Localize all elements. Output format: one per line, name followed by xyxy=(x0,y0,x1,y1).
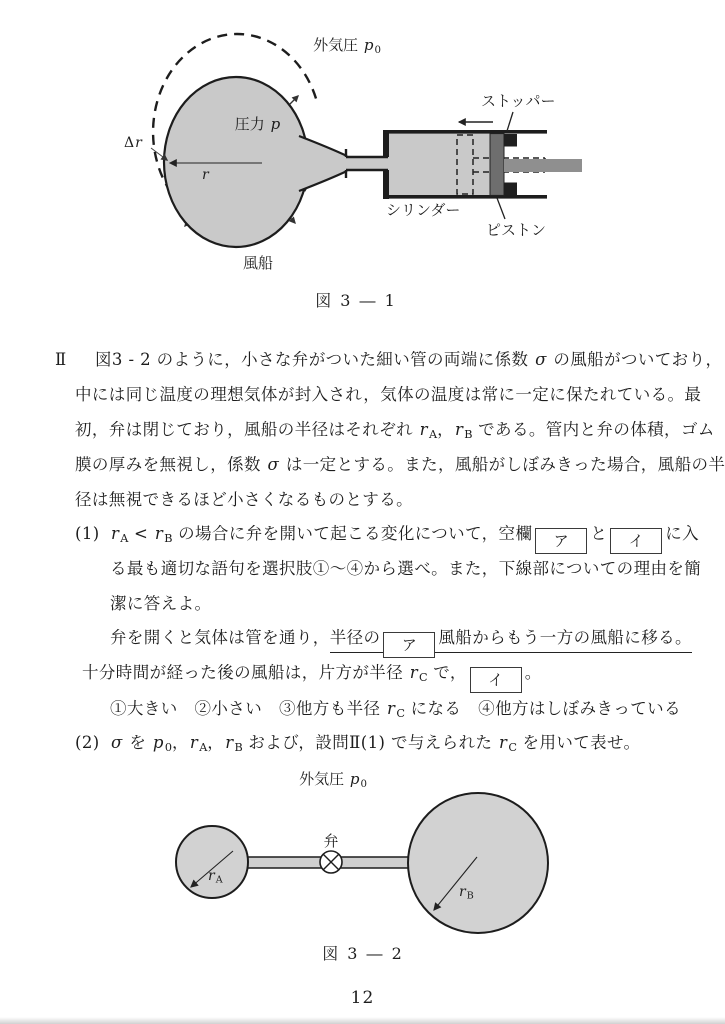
underlined-segment xyxy=(330,628,692,653)
text-run: 外気圧 xyxy=(299,770,349,788)
text-run: ①大きい ②小さい ③他方も半径 xyxy=(110,699,387,718)
text-run: 膜の厚みを無視し，係数 xyxy=(75,455,267,474)
math-variable: r xyxy=(202,167,209,183)
choices-line xyxy=(110,697,681,726)
fig1-piston-label: ピストン xyxy=(486,221,547,239)
math-variable: r xyxy=(111,524,120,543)
math-subscript: 0 xyxy=(164,741,172,755)
math-variable: r xyxy=(459,884,466,900)
text-run: 風船からもう一方の風船に移る。 xyxy=(438,628,692,647)
text-run: で， xyxy=(427,663,467,682)
text-run: 半径の xyxy=(329,628,381,647)
text-run: 外気圧 xyxy=(313,36,363,54)
math-variable: σ xyxy=(535,350,547,369)
problem-line-4 xyxy=(75,453,725,477)
math-subscript: C xyxy=(396,707,405,721)
text-run: である。管内と弁の体積，ゴム xyxy=(472,420,715,439)
text-run: 弁を開くと気体は管を通り， xyxy=(110,628,330,647)
balloon-b xyxy=(408,793,548,933)
math-variable: r xyxy=(499,733,508,752)
cylinder-bottom-wall xyxy=(383,195,547,199)
text-run: 初，弁は閉じており，風船の半径はそれぞれ xyxy=(75,420,419,439)
fig1-radius-label xyxy=(201,166,210,184)
math-variable: r xyxy=(208,868,215,884)
problem-line-3 xyxy=(75,418,715,447)
text-run: は一定とする。また，風船がしぼみきった場合，風船の半 xyxy=(280,455,725,474)
cylinder-top-wall xyxy=(383,130,547,134)
figure-3-1-drawing xyxy=(0,30,725,320)
text-run: および，設問Ⅱ(1) で与えられた xyxy=(242,733,499,752)
math-variable: r xyxy=(225,733,234,752)
math-subscript: A xyxy=(199,741,208,755)
text-run: を xyxy=(123,733,152,752)
cylinder-left-wall-bottom xyxy=(383,170,389,199)
text-run: と xyxy=(590,524,608,543)
q1-label: (1) xyxy=(75,524,100,543)
text-run: ， xyxy=(437,420,454,439)
math-subscript: A xyxy=(215,874,223,886)
fig2-radius-b-label xyxy=(458,883,474,906)
answer-line-1 xyxy=(110,626,692,658)
text-run: 。 xyxy=(524,663,542,682)
math-subscript: B xyxy=(234,741,243,755)
balloon-body xyxy=(164,77,308,247)
text-run: < xyxy=(128,524,154,543)
math-variable: r xyxy=(419,420,428,439)
connecting-tube xyxy=(346,157,389,170)
q1-line-2 xyxy=(110,557,701,581)
math-subscript: A xyxy=(120,532,129,546)
piston-rod xyxy=(504,159,582,172)
stopper-pointer-line xyxy=(507,112,513,131)
fig1-outside-pressure-label xyxy=(313,36,381,60)
math-variable: σ xyxy=(111,733,123,752)
fig1-cylinder-label: シリンダー xyxy=(386,201,461,219)
fig2-valve-label: 弁 xyxy=(323,832,339,850)
math-variable: r xyxy=(454,420,464,439)
q1-line-3 xyxy=(110,592,211,616)
math-subscript: C xyxy=(419,671,428,685)
math-subscript: C xyxy=(508,741,517,755)
text-run: 潔に答えよ。 xyxy=(110,594,212,613)
answer-line-2 xyxy=(82,661,542,693)
text-run: 十分時間が経った後の風船は，片方が半径 xyxy=(82,663,409,682)
math-subscript: A xyxy=(428,428,438,442)
stopper-bottom xyxy=(504,183,517,196)
math-variable: p xyxy=(270,115,281,133)
q2-label: (2) xyxy=(75,733,100,752)
text-run: ， xyxy=(207,733,225,752)
math-variable: p xyxy=(363,36,374,54)
figure-3-1 xyxy=(0,30,725,320)
fig2-outside-pressure-label xyxy=(299,770,367,794)
text-run: 圧力 xyxy=(234,115,270,133)
blank-answer-box: イ xyxy=(610,528,662,554)
math-subscript: B xyxy=(466,890,474,902)
blank-answer-box: イ xyxy=(470,667,522,693)
math-variable: r xyxy=(189,733,199,752)
math-subscript: B xyxy=(164,532,173,546)
text-run: Δ xyxy=(124,135,135,151)
math-variable: σ xyxy=(267,455,280,474)
cylinder-gas xyxy=(388,133,491,196)
q1-line-1 xyxy=(110,522,699,554)
math-variable: p xyxy=(152,733,164,752)
problem-line-5 xyxy=(75,488,413,512)
math-subscript: 0 xyxy=(374,44,381,56)
fig2-radius-a-label xyxy=(207,867,223,890)
problem-line-1 xyxy=(95,348,722,372)
math-variable: p xyxy=(349,770,360,788)
text-run: になる ④他方はしぼみきっている xyxy=(404,699,681,718)
math-variable: r xyxy=(135,135,142,151)
text-run: る最も適切な語句を選択肢①～④から選べ。また，下線部についての理由を簡 xyxy=(110,559,702,578)
piston xyxy=(490,134,504,196)
text-run: の風船がついており， xyxy=(547,350,723,369)
math-variable: r xyxy=(387,699,396,718)
math-subscript: 0 xyxy=(360,778,367,790)
q2-line xyxy=(110,731,640,760)
fig1-caption: 図 3 ― 1 xyxy=(315,291,397,310)
text-run: の場合に弁を開いて起こる変化について，空欄 xyxy=(172,524,533,543)
balloon-neck xyxy=(299,136,347,191)
text-run: を用いて表せ。 xyxy=(516,733,641,752)
figure-3-2 xyxy=(0,760,725,970)
piston-pointer-line xyxy=(497,198,505,219)
fig2-caption: 図 3 ― 2 xyxy=(322,944,404,963)
problem-line-2 xyxy=(75,383,701,407)
fig1-inside-pressure-label xyxy=(235,115,281,133)
page-number: 12 xyxy=(350,988,375,1008)
math-variable: r xyxy=(154,524,164,543)
blank-answer-box: ア xyxy=(383,632,435,658)
math-subscript: B xyxy=(464,428,473,442)
fig1-balloon-label: 風船 xyxy=(242,254,274,272)
section-label: Ⅱ xyxy=(55,350,67,369)
text-run: 図3 - 2 のように，小さな弁がついた細い管の両端に係数 xyxy=(95,350,535,369)
text-run: 中には同じ温度の理想気体が封入され，気体の温度は常に一定に保たれている。最 xyxy=(75,385,702,404)
stopper-top xyxy=(504,134,517,147)
blank-answer-box: ア xyxy=(535,528,587,554)
cylinder-left-wall-top xyxy=(383,130,389,157)
text-run: に入 xyxy=(665,524,700,543)
math-variable: r xyxy=(409,663,419,682)
fig1-stopper-label: ストッパー xyxy=(481,92,556,110)
text-run: ， xyxy=(171,733,189,752)
fig1-delta-r-label xyxy=(124,134,143,152)
text-run: 径は無視できるほど小さくなるものとする。 xyxy=(75,490,413,509)
